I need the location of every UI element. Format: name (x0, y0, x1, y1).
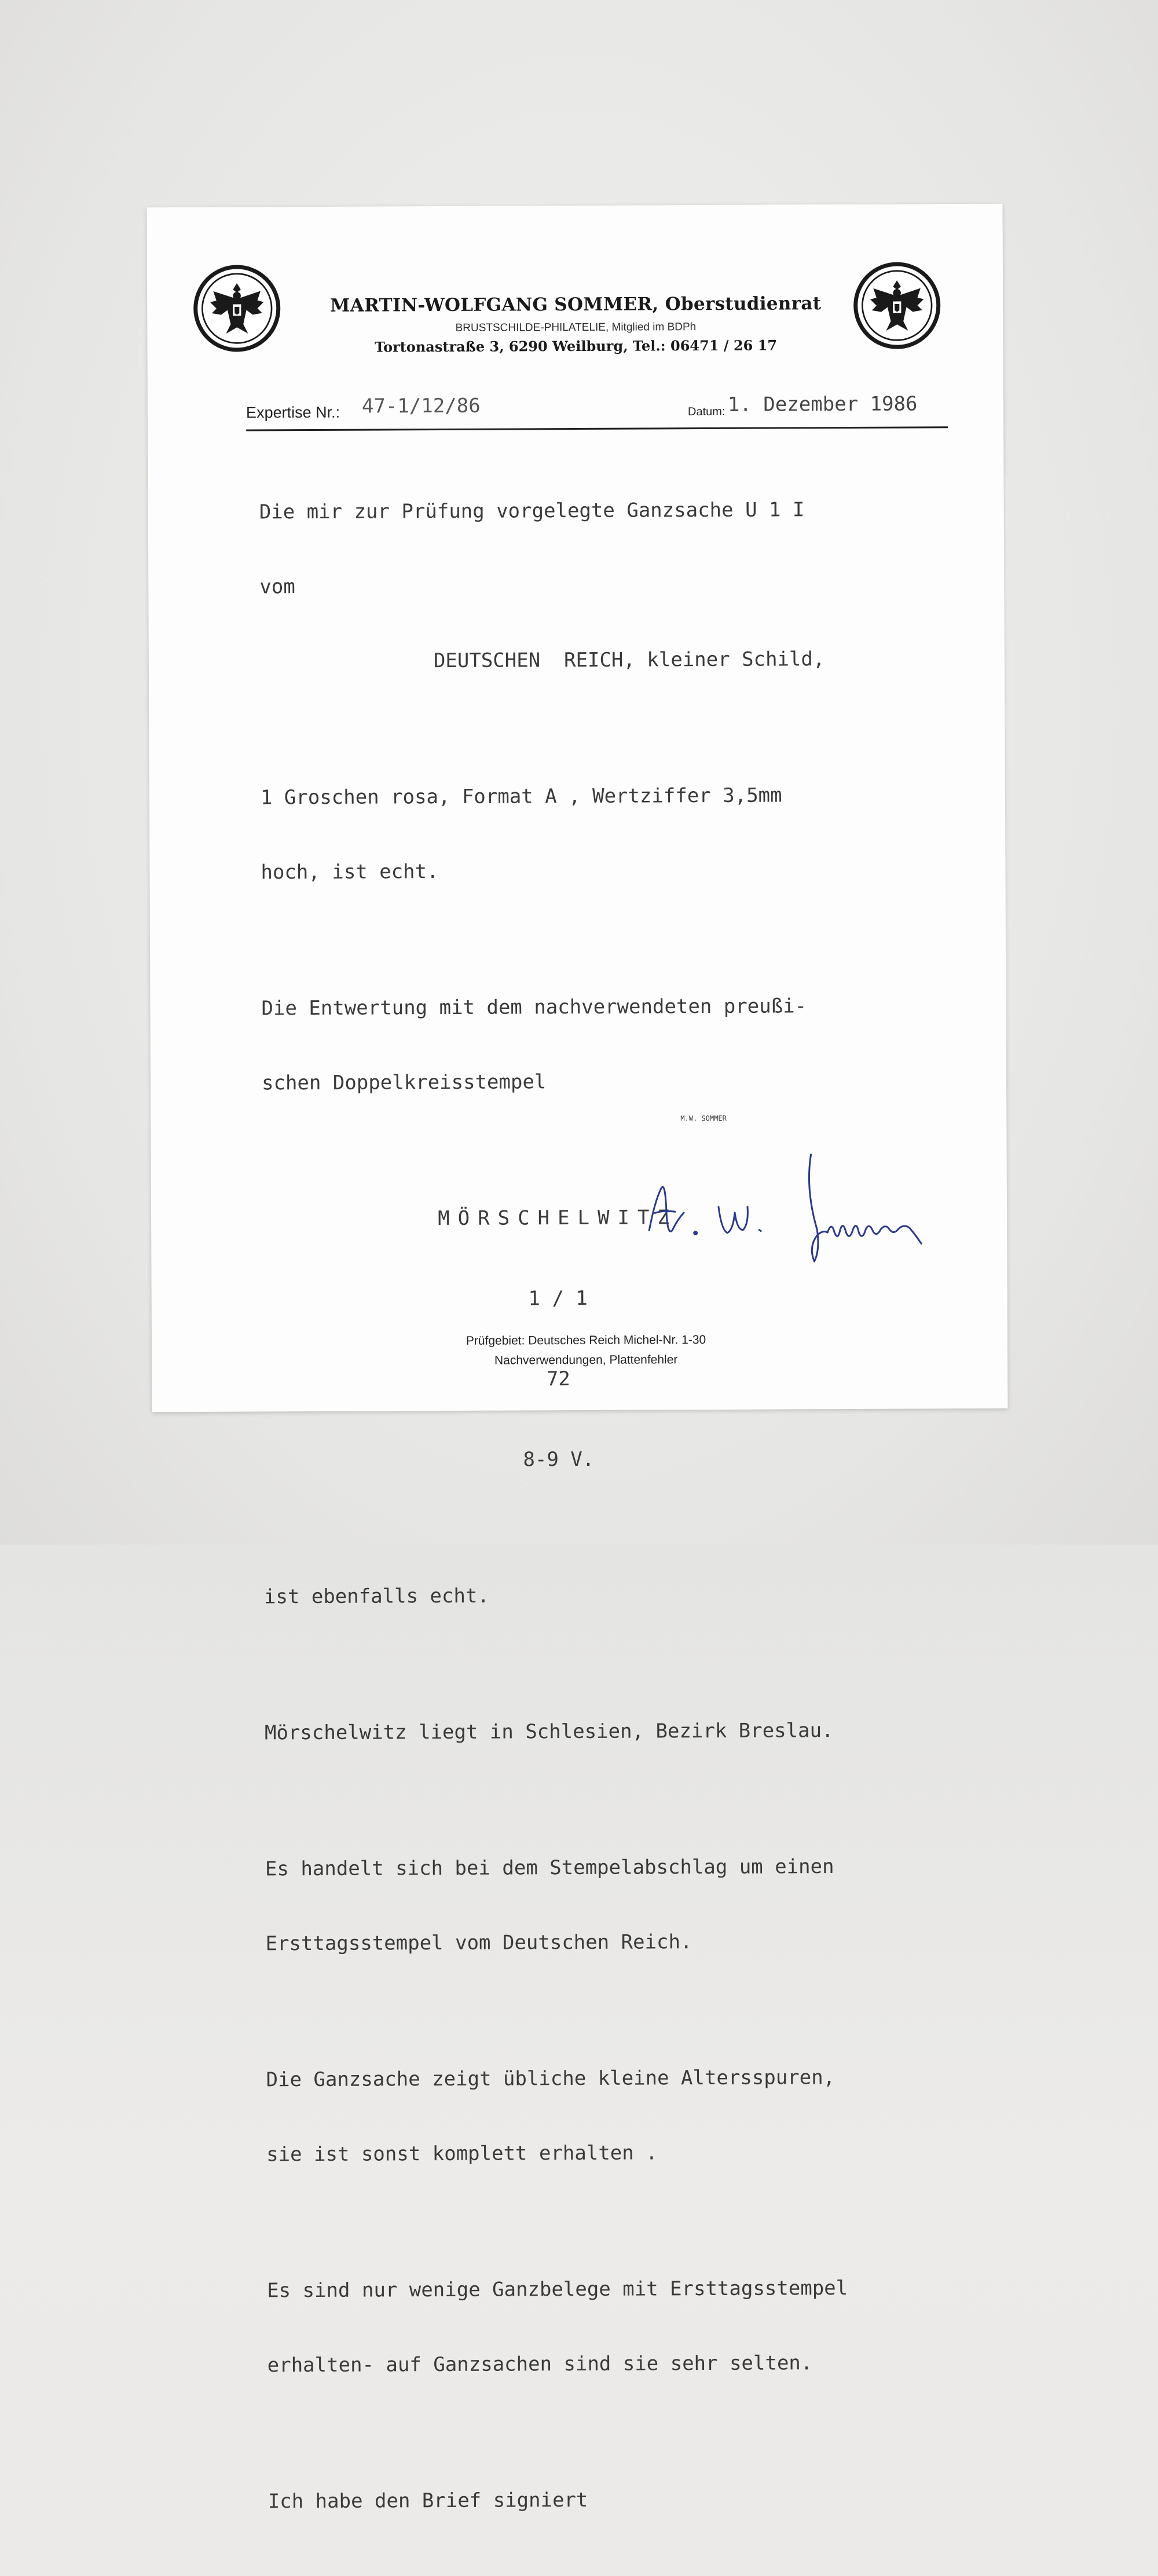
paragraph-condition (266, 2015, 984, 2217)
handwritten-signature (643, 1142, 968, 1271)
body-line: Die mir zur Prüfung vorgelegte Ganzsache U 1 I (259, 498, 805, 524)
body-line: Es handelt sich bei dem Stempelabschlag um einen (265, 1855, 834, 1881)
date-label: Datum: (687, 405, 725, 419)
divider-rule (246, 426, 948, 431)
body-line: 1 Groschen rosa, Format A , Wertziffer 3,5mm (260, 784, 782, 810)
date-value: 1. Dezember 1986 (727, 392, 918, 416)
paragraph-subject (259, 447, 978, 724)
body-line: Mörschelwitz liegt in Schlesien, Bezirk Breslau. (264, 1719, 834, 1745)
body-line: hoch, ist echt. (261, 860, 439, 884)
body-line: ist ebenfalls echt. (263, 1584, 489, 1609)
body-line: Es sind nur wenige Ganzbelege mit Ersttagsstempel (267, 2276, 848, 2303)
stamp-year: 72 (546, 1367, 570, 1391)
body-line: schen Doppelkreisstempel (261, 1070, 547, 1095)
body-line: Ersttagsstempel vom Deutschen Reich. (265, 1930, 692, 1956)
paragraph-location (264, 1668, 983, 1795)
body-line: DEUTSCHEN REICH, kleiner Schild, (433, 647, 825, 673)
footer-specialty-detail: Nachverwendungen, Plattenfehler (494, 1353, 678, 1367)
letter-body (259, 447, 986, 2575)
eagle-seal-icon (193, 265, 281, 352)
paragraph-rarity (267, 2226, 985, 2428)
footer-specialty: Prüfgebiet: Deutsches Reich Michel-Nr. 1-30 (466, 1333, 706, 1348)
body-line: vom (259, 575, 295, 599)
body-line: erhalten- auf Ganzsachen sind sie sehr selten. (267, 2351, 813, 2377)
expertise-number: 47-1/12/86 (361, 394, 481, 418)
stamp-place: MÖRSCHELWITZ (438, 1206, 677, 1231)
paragraph-description (260, 733, 979, 935)
letterhead-subtitle: BRUSTSCHILDE-PHILATELIE, Mitglied im BDPh (455, 321, 697, 334)
letterhead-name: MARTIN-WOLFGANG SOMMER, Oberstudienrat (329, 293, 822, 316)
paragraph-authentic (263, 1532, 982, 1659)
body-line: Die Entwertung mit dem nachverwendeten preußi- (261, 994, 807, 1020)
body-line: Die Ganzsache zeigt übliche kleine Altersspuren, (266, 2066, 835, 2092)
signature-stamp: M.W. SOMMER (680, 1114, 727, 1123)
eagle-seal-icon (853, 262, 941, 349)
letterhead-address: Tortonastraße 3, 6290 Weilburg, Tel.: 06471 / 26 17 (374, 336, 778, 356)
certificate-letter (146, 204, 1007, 2513)
paragraph-signed (267, 2436, 986, 2564)
body-line: sie ist sonst komplett erhalten . (266, 2141, 658, 2167)
stamp-date: 1 / 1 (528, 1286, 588, 1311)
stamp-time: 8-9 V. (523, 1447, 595, 1472)
paragraph-first-day (265, 1804, 984, 2006)
body-line: Ich habe den Brief signiert (267, 2488, 588, 2513)
paragraph-cancellation (261, 943, 980, 1146)
expertise-label: Expertise Nr.: (245, 403, 340, 422)
